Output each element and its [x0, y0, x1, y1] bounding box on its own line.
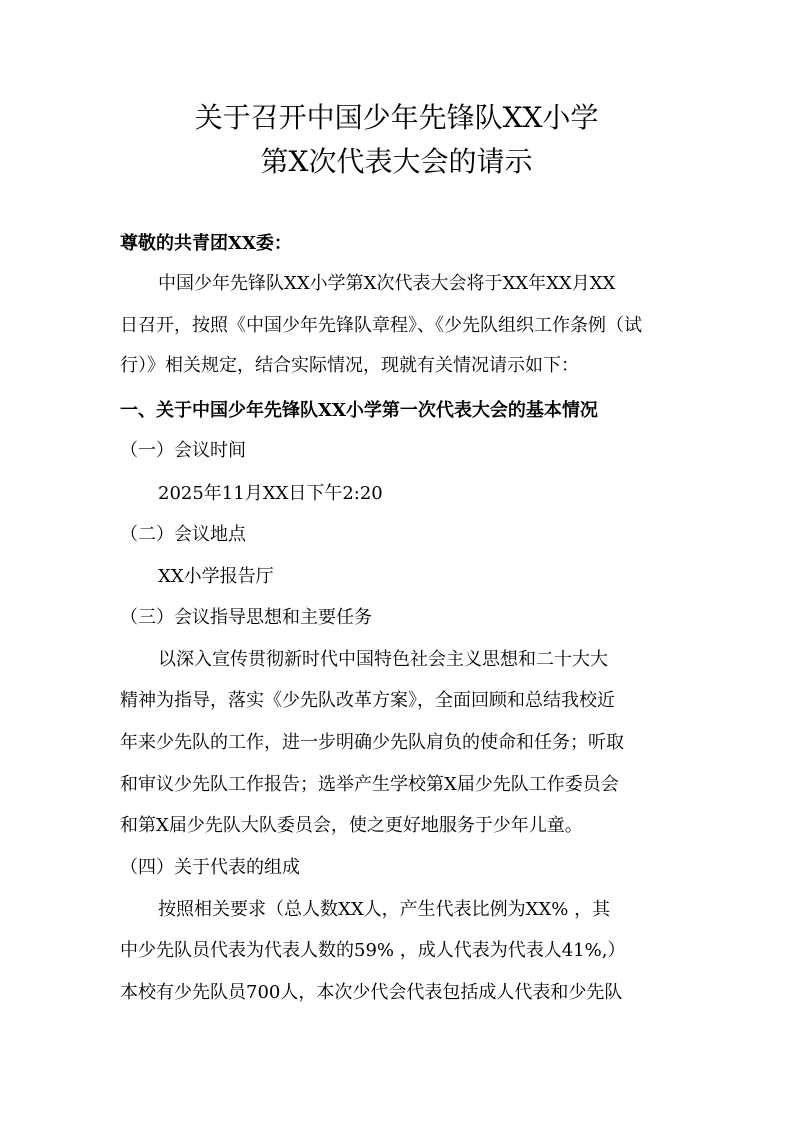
- section-1-heading: 一、关于中国少年先锋队XX小学第一次代表大会的基本情况: [120, 400, 598, 421]
- subsection-1-body: 2025年11月XX日下午2:20: [158, 483, 383, 504]
- subsection-4-heading: （四）关于代表的组成: [120, 857, 300, 878]
- subsection-4-body-line-3: 本校有少先队员700人，本次少代会代表包括成人代表和少先队: [120, 982, 623, 1003]
- salutation: 尊敬的共青团XX委：: [120, 233, 292, 254]
- subsection-2-body: XX小学报告厅: [158, 566, 274, 587]
- subsection-1-heading: （一）会议时间: [120, 440, 246, 461]
- intro-line-2: 日召开，按照《中国少年先锋队章程》、《少先队组织工作条例（试: [120, 315, 642, 336]
- subsection-4-body-line-2: 中少先队员代表为代表人数的59% ，成人代表为代表人41%,）: [120, 940, 626, 961]
- document-title-line-2: 第X次代表大会的请示: [260, 145, 533, 178]
- subsection-3-body-line-2: 精神为指导，落实《少先队改革方案》，全面回顾和总结我校近: [120, 690, 615, 711]
- subsection-4-body-line-1: 按照相关要求（总人数XX人，产生代表比例为XX% ，其: [158, 899, 611, 920]
- document-title-line-1: 关于召开中国少年先锋队XX小学: [194, 101, 599, 134]
- subsection-3-body-line-3: 年来少先队的工作，进一步明确少先队肩负的使命和任务；听取: [120, 732, 624, 753]
- subsection-3-body-line-4: 和审议少先队工作报告；选举产生学校第X届少先队工作委员会: [120, 774, 619, 795]
- subsection-3-heading: （三）会议指导思想和主要任务: [120, 607, 372, 628]
- subsection-2-heading: （二）会议地点: [120, 524, 246, 545]
- subsection-3-body-line-5: 和第X届少先队大队委员会，使之更好地服务于少年儿童。: [120, 815, 583, 836]
- intro-line-1: 中国少年先锋队XX小学第X次代表大会将于XX年XX月XX: [158, 273, 616, 294]
- subsection-3-body-line-1: 以深入宣传贯彻新时代中国特色社会主义思想和二十大大: [158, 649, 608, 670]
- intro-line-3: 行）》相关规定，结合实际情况，现就有关情况请示如下：: [120, 355, 579, 376]
